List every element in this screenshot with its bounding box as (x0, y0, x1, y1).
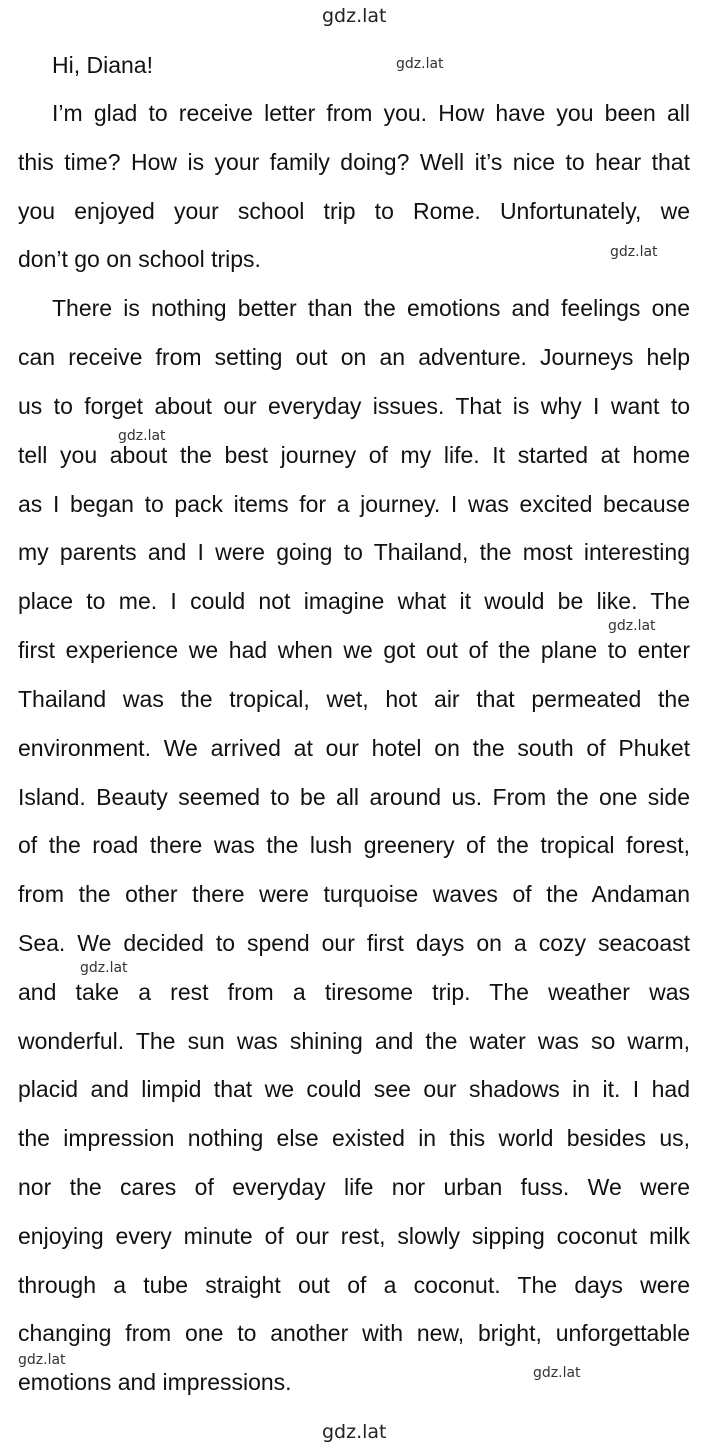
letter-greeting: Hi, Diana! (52, 52, 153, 78)
letter-line: can receive from setting out on an adventure. Journeys help (18, 344, 690, 370)
watermark: gdz.lat (18, 1352, 66, 1368)
letter-line: placid and limpid that we could see our shadows in it. I had (18, 1076, 690, 1102)
letter-line: through a tube straight out of a coconut. The days were (18, 1272, 690, 1298)
letter-line: the impression nothing else existed in this world besides us, (18, 1125, 690, 1151)
letter-line: There is nothing better than the emotions and feelings one (52, 295, 690, 321)
letter-line: don’t go on school trips. (18, 246, 261, 272)
letter-line: of the road there was the lush greenery of the tropical forest, (18, 832, 690, 858)
letter-line: enjoying every minute of our rest, slowly sipping coconut milk (18, 1223, 690, 1249)
watermark: gdz.lat (608, 618, 656, 634)
letter-line: my parents and I were going to Thailand, the most interesting (18, 539, 690, 565)
letter-line: Sea. We decided to spend our first days on a cozy seacoast (18, 930, 690, 956)
letter-line: and take a rest from a tiresome trip. The weather was (18, 979, 690, 1005)
letter-line: us to forget about our everyday issues. That is why I want to (18, 393, 690, 419)
letter-line: place to me. I could not imagine what it would be like. The (18, 588, 690, 614)
letter-line: emotions and impressions. (18, 1369, 292, 1395)
watermark: gdz.lat (396, 56, 444, 72)
letter-line: Thailand was the tropical, wet, hot air that permeated the (18, 686, 690, 712)
letter-line: Island. Beauty seemed to be all around us. From the one side (18, 784, 690, 810)
letter-line: environment. We arrived at our hotel on the south of Phuket (18, 735, 690, 761)
watermark: gdz.lat (610, 244, 658, 260)
watermark-bottom: gdz.lat (322, 1421, 387, 1443)
letter-line: this time? How is your family doing? Well it’s nice to hear that (18, 149, 690, 175)
letter-line: changing from one to another with new, bright, unforgettable (18, 1320, 690, 1346)
letter-line: I’m glad to receive letter from you. How have you been all (52, 100, 690, 126)
letter-line: first experience we had when we got out of the plane to enter (18, 637, 690, 663)
watermark-top: gdz.lat (322, 5, 387, 27)
letter-line: wonderful. The sun was shining and the water was so warm, (18, 1028, 690, 1054)
letter-line: you enjoyed your school trip to Rome. Unfortunately, we (18, 198, 690, 224)
letter-line: nor the cares of everyday life nor urban fuss. We were (18, 1174, 690, 1200)
letter-line: as I began to pack items for a journey. I was excited because (18, 491, 690, 517)
watermark: gdz.lat (533, 1365, 581, 1381)
letter-line: tell you about the best journey of my life. It started at home (18, 442, 690, 468)
letter-line: from the other there were turquoise waves of the Andaman (18, 881, 690, 907)
watermark: gdz.lat (118, 428, 166, 444)
watermark: gdz.lat (80, 960, 128, 976)
